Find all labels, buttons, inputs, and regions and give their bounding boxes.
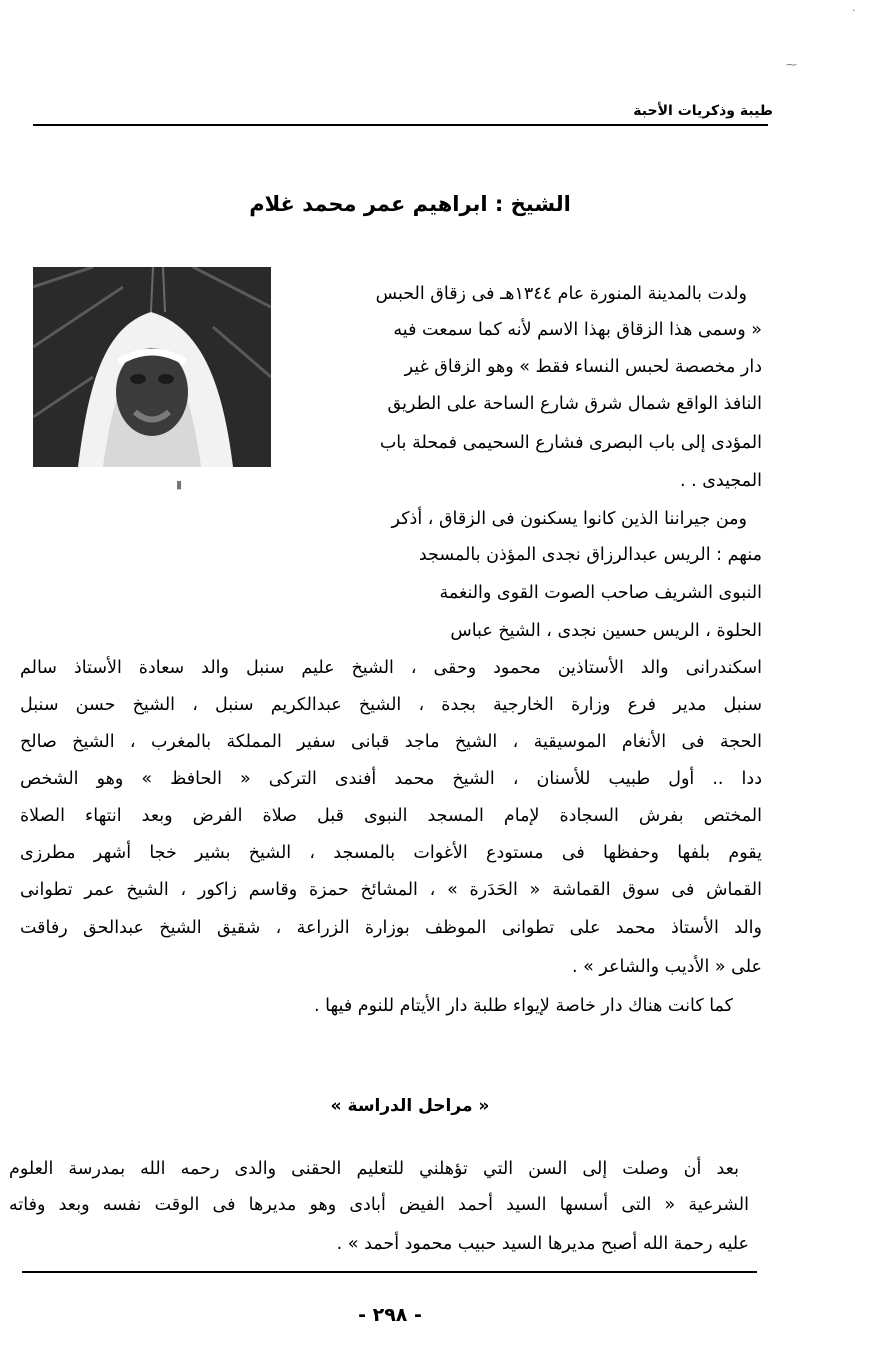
section-title: الشيخ : ابراهيم عمر محمد غلام — [249, 192, 571, 216]
subsection-title: « مراحل الدراسة » — [330, 1096, 490, 1116]
body-line: القماش فى سوق القماشة « الحَدَرة » ، المشائخ حمزة وقاسم زاكور ، الشيخ عمر تطوانى — [20, 880, 762, 900]
bio-line: النبوى الشريف صاحب الصوت القوى والنغمة — [439, 583, 762, 603]
portrait-image — [33, 267, 271, 467]
body-line: على « الأديب والشاعر » . — [572, 957, 762, 977]
body-line: يقوم بلفها وحفظها فى مستودع الأغوات بالمسجد ، الشيخ بشير خجا أشهر مطرزى — [20, 843, 762, 863]
bio-line: المؤدى إلى باب البصرى فشارع السحيمى فمحلة باب — [379, 433, 762, 453]
closing-line: كما كانت هناك دار خاصة لإيواء طلبة دار الأيتام للنوم فيها . — [314, 996, 733, 1016]
bio-line: النافذ الواقع شمال شرق شارع الساحة على الطريق — [387, 394, 762, 414]
footer-rule — [22, 1271, 757, 1273]
bio-line: دار مخصصة لحبس النساء فقط » وهو الزقاق غير — [404, 357, 762, 377]
bio-line: المجيدى . . — [679, 471, 762, 491]
body-line: المختص بفرش السجادة لإمام المسجد النبوى قبل صلاة الفرض وبعد انتهاء الصلاة — [20, 806, 762, 826]
portrait-photo — [33, 267, 271, 467]
bio-line: ولدت بالمدينة المنورة عام ١٣٤٤هـ فى زقاق الحبس — [375, 284, 747, 304]
ink-speck: ⁓ — [786, 58, 797, 71]
bio-line: منهم : الريس عبدالرزاق نجدى المؤذن بالمسجد — [418, 545, 762, 565]
ink-mark: ▮ — [176, 478, 183, 491]
bio-line: « وسمى هذا الزقاق بهذا الاسم لأنه كما سمعت فيه — [393, 320, 762, 340]
body-line: سنبل مدير فرع وزارة الخارجية بجدة ، الشيخ عبدالكريم سنبل ، الشيخ حسن سنبل — [20, 695, 762, 715]
body-line: ددا .. أول طبيب للأسنان ، الشيخ محمد أفندى التركى « الحافظ » وهو الشخص — [20, 769, 762, 789]
page-number: - ٢٩٨ - — [358, 1304, 422, 1326]
bio-line: الحلوة ، الريس حسين نجدى ، الشيخ عباس — [450, 621, 762, 641]
bio-line: ومن جيراننا الذين كانوا يسكنون فى الزقاق ، أذكر — [391, 509, 747, 529]
body-line: والد الأستاذ محمد على تطوانى الموظف بوزارة الزراعة ، شقيق الشيخ عبدالحق رفاقت — [20, 918, 762, 938]
running-header: طيبة وذكريات الأحبة — [633, 103, 773, 119]
header-rule — [33, 124, 768, 126]
study-line: الشرعية « التى أسسها السيد أحمد الفيض أبادى وهو مديرها فى الوقت نفسه وبعد وفاته — [9, 1195, 749, 1215]
body-line: الحجة فى الأنغام الموسيقية ، الشيخ ماجد قبانى سفير المملكة بالمغرب ، الشيخ صالح — [20, 732, 762, 752]
ink-speck: · — [852, 4, 856, 17]
body-line: اسكندرانى والد الأستاذين محمود وحقى ، الشيخ عليم سنبل والد سعادة الأستاذ سالم — [20, 658, 762, 678]
study-line: بعد أن وصلت إلى السن التي تؤهلني للتعليم الحقنى والدى رحمه الله بمدرسة العلوم — [9, 1159, 739, 1179]
study-line: عليه رحمة الله أصبح مديرها السيد حبيب محمود أحمد » . — [336, 1234, 749, 1254]
